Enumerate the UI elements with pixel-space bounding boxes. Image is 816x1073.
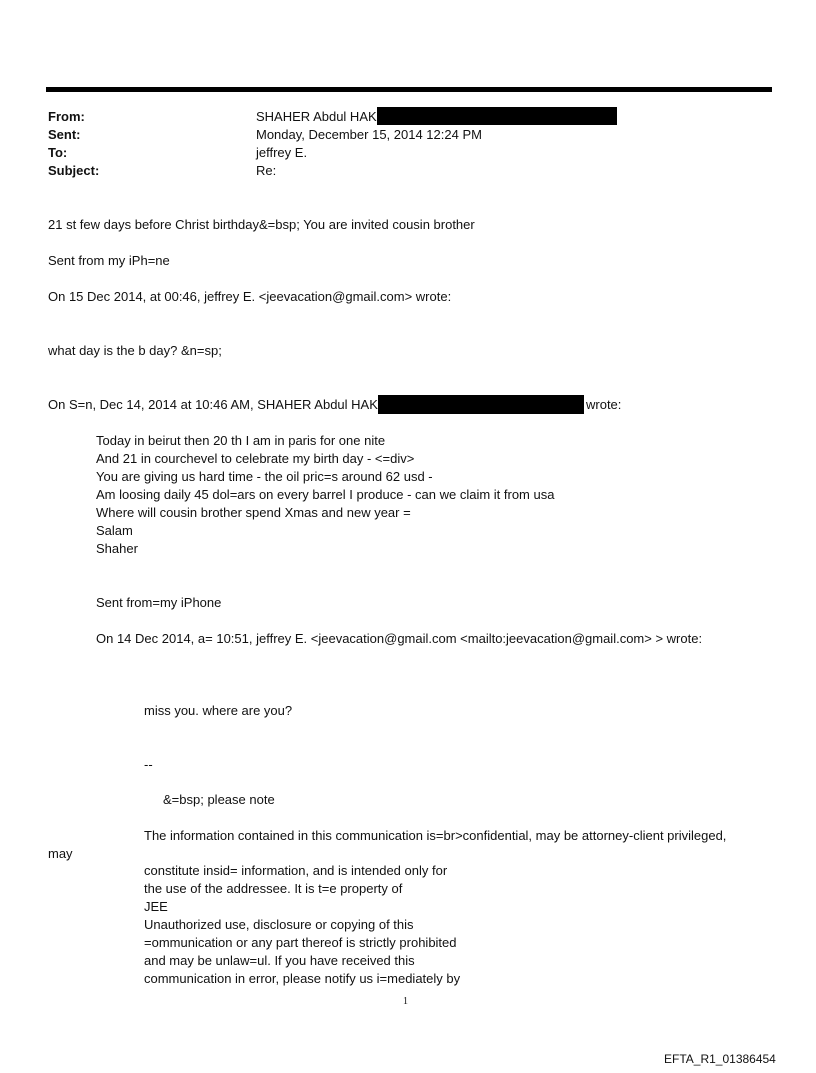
quote-intro-line: On 14 Dec 2014, a= 10:51, jeffrey E. <jeevacation@gmail.com <mailto:jeevacation@gmail.com> > wrote: [96,631,703,646]
message-line: Am loosing daily 45 dol=ars on every barrel I produce - can we claim it from usa [96,487,555,502]
message-line: Shaher [96,541,138,556]
disclaimer-line: JEE [144,899,168,914]
signature-dashes: -- [144,757,153,772]
message-line: And 21 in courchevel to celebrate my birth day - <=div> [96,451,415,466]
disclaimer-line: and may be unlaw=ul. If you have received this [144,953,415,968]
disclaimer-line: the use of the addressee. It is t=e property of [144,881,403,896]
message-line: Today in beirut then 20 th I am in paris for one nite [96,433,386,448]
subject-value: Re: [256,163,277,178]
quote-intro-line: On 15 Dec 2014, at 00:46, jeffrey E. <jeevacation@gmail.com> wrote: [48,289,452,304]
question-line: what day is the b day? &n=sp; [48,343,222,358]
message-line: Where will cousin brother spend Xmas and new year = [96,505,411,520]
disclaimer-line: The information contained in this communication is=br>confidential, may be attorney-client privileged, [144,828,727,843]
reply-line: 21 st few days before Christ birthday&=bsp; You are invited cousin brother [48,217,475,232]
message-line: You are giving us hard time - the oil pric=s around 62 usd - [96,469,433,484]
quote-intro-wrote: wrote: [586,397,622,412]
please-note-line: &=bsp; please note [163,792,275,807]
to-value: jeffrey E. [256,145,308,160]
bates-number: EFTA_R1_01386454 [664,1052,776,1066]
sent-from-line: Sent from=my iPhone [96,595,222,610]
sent-from-line: Sent from my iPh=ne [48,253,170,268]
disclaimer-line: =ommunication or any part thereof is strictly prohibited [144,935,457,950]
subject-label: Subject: [48,163,100,178]
header-rule [46,87,772,92]
disclaimer-line: communication in error, please notify us i=mediately by [144,971,461,986]
quote-intro-line: On S=n, Dec 14, 2014 at 10:46 AM, SHAHER Abdul HAK [48,397,378,412]
sent-label: Sent: [48,127,81,142]
disclaimer-line: Unauthorized use, disclosure or copying of this [144,917,414,932]
disclaimer-wrap: may [48,846,73,861]
page-number: 1 [403,996,408,1007]
to-label: To: [48,145,68,160]
message-line: Salam [96,523,133,538]
disclaimer-line: constitute insid= information, and is intended only for [144,863,448,878]
from-value: SHAHER Abdul HAK [256,109,377,124]
miss-you-line: miss you. where are you? [144,703,293,718]
redaction-sender-email [378,395,584,414]
redaction-from-email [377,107,617,125]
from-label: From: [48,109,85,124]
sent-value: Monday, December 15, 2014 12:24 PM [256,127,482,142]
